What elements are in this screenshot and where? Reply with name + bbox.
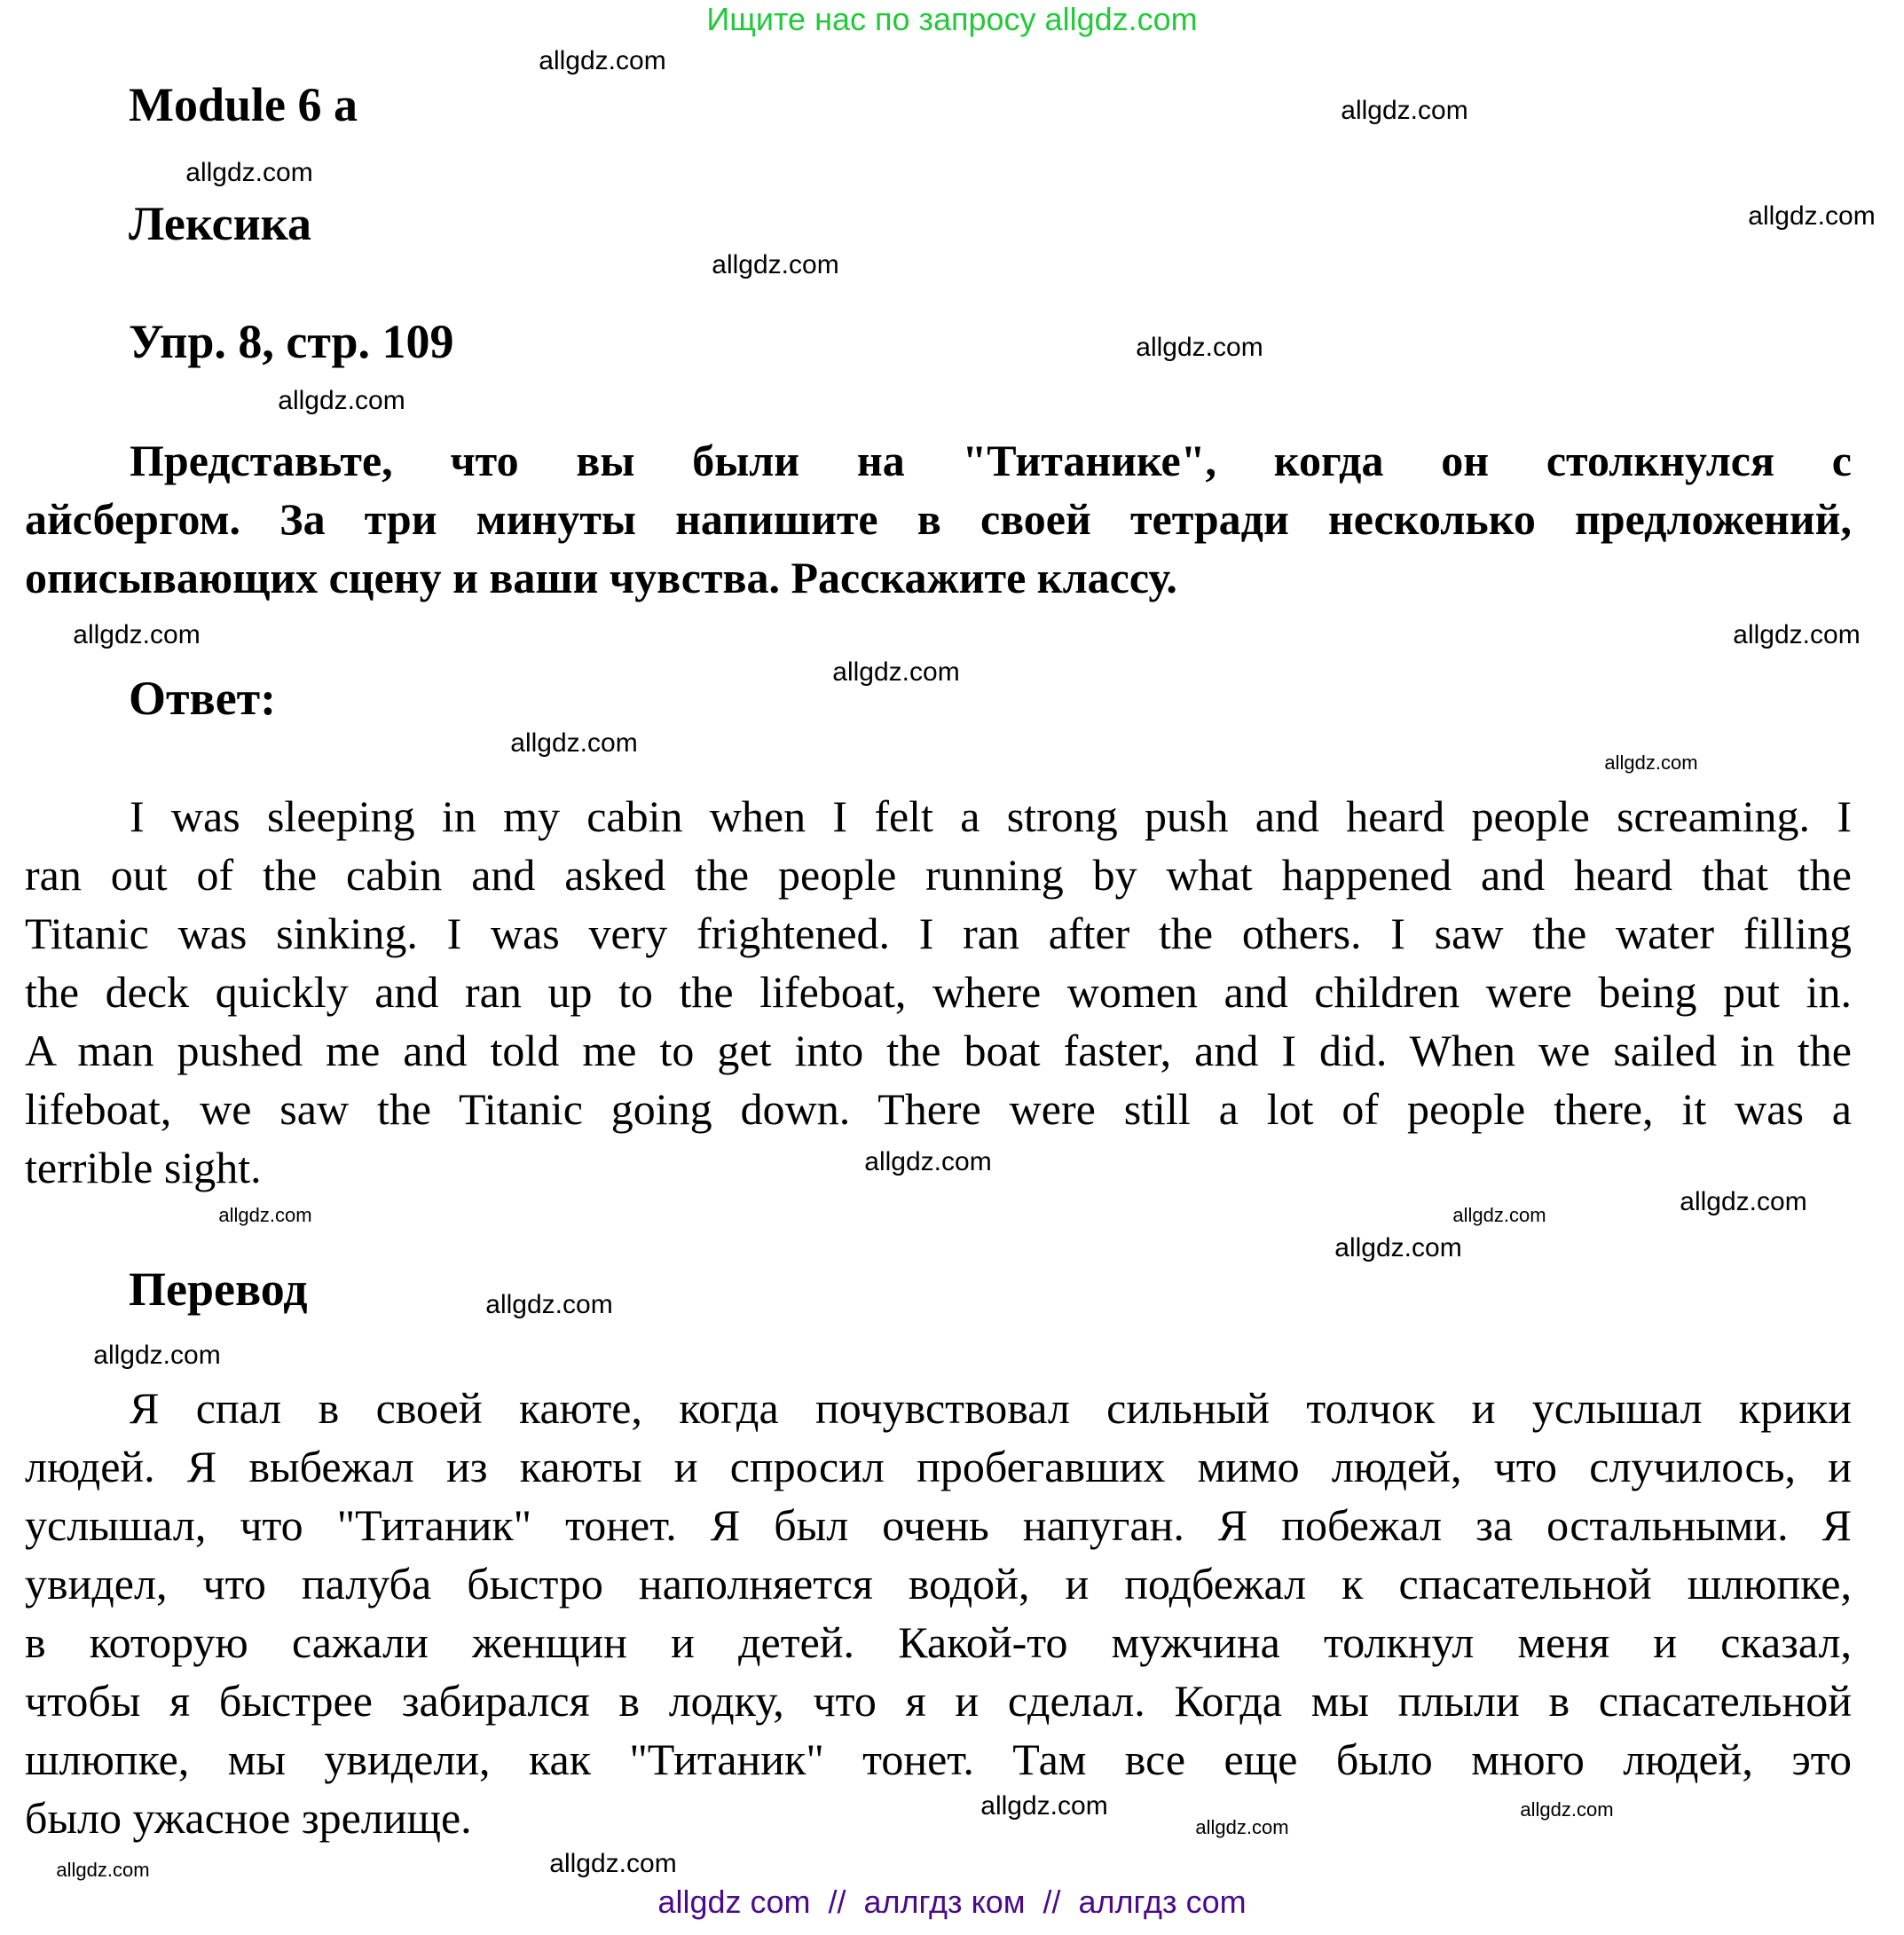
module-heading: Module 6 a (129, 78, 358, 131)
exercise-heading: Упр. 8, стр. 109 (129, 315, 454, 368)
answer-line: A man pushed me and told me to get into the boat faster, and I did. When we sailed in the (25, 1026, 1852, 1075)
translation-line: было ужасное зрелище. (25, 1793, 472, 1843)
watermark: allgdz.com (93, 1341, 221, 1370)
answer-line: ran out of the cabin and asked the people running by what happened and heard that the (25, 850, 1852, 900)
watermark: allgdz.com (1341, 96, 1468, 125)
watermark: allgdz.com (1136, 333, 1263, 362)
watermark: allgdz.com (73, 620, 201, 649)
watermark: allgdz.com (832, 657, 960, 687)
answer-line: Titanic was sinking. I was very frightened. I ran after the others. I saw the water filling (25, 909, 1852, 958)
task-paragraph (25, 431, 1852, 607)
section-heading: Лексика (129, 197, 311, 250)
translation-line: услышал, что "Титаник" тонет. Я был очень напуган. Я побежал за остальными. Я (25, 1500, 1852, 1550)
watermark: allgdz.com (185, 158, 313, 187)
watermark: allgdz.com (1748, 201, 1876, 231)
footer-banner: allgdz com // аллгдз ком // аллгдз com (657, 1884, 1247, 1920)
watermark: allgdz.com (1334, 1233, 1462, 1262)
watermark: allgdz.com (485, 1290, 613, 1319)
watermark: allgdz.com (1520, 1798, 1614, 1821)
watermark: allgdz.com (539, 46, 666, 75)
watermark: allgdz.com (510, 728, 638, 758)
watermark: allgdz.com (549, 1849, 677, 1878)
answer-line: lifeboat, we saw the Titanic going down. There were still a lot of people there, it was a (25, 1084, 1852, 1134)
watermark: allgdz.com (56, 1859, 150, 1881)
watermark: allgdz.com (980, 1791, 1108, 1821)
answer-heading: Ответ: (129, 672, 277, 725)
translation-line: увидел, что палуба быстро наполняется водой, и подбежал к спасательной шлюпке, (25, 1559, 1852, 1609)
task-line: айсбергом. За три минуты напишите в своей тетради несколько предложений, (25, 494, 1852, 544)
translation-paragraph (25, 1379, 1852, 1847)
watermark: allgdz.com (218, 1204, 312, 1226)
watermark: allgdz.com (1452, 1204, 1546, 1226)
search-banner: Ищите нас по запросу allgdz.com (706, 1, 1198, 37)
task-line: Представьте, что вы были на "Титанике", когда он столкнулся с (130, 436, 1852, 485)
answer-line: I was sleeping in my cabin when I felt a strong push and heard people screaming. I (130, 791, 1852, 841)
translation-line: в которую сажали женщин и детей. Какой-то мужчина толкнул меня и сказал, (25, 1617, 1852, 1667)
translation-line: чтобы я быстрее забирался в лодку, что я и сделал. Когда мы плыли в спасательной (25, 1676, 1852, 1726)
answer-line: the deck quickly and ran up to the lifeboat, where women and children were being put in. (25, 967, 1852, 1017)
watermark: allgdz.com (712, 250, 839, 279)
translation-line: людей. Я выбежал из каюты и спросил пробегавших мимо людей, что случилось, и (25, 1442, 1852, 1491)
watermark: allgdz.com (1195, 1816, 1289, 1838)
answer-paragraph (25, 787, 1852, 1197)
watermark: allgdz.com (278, 386, 405, 415)
answer-line: terrible sight. (25, 1143, 262, 1192)
watermark: allgdz.com (1733, 620, 1861, 649)
watermark: allgdz.com (1604, 751, 1698, 774)
translation-heading: Перевод (129, 1262, 308, 1316)
task-line: описывающих сцену и ваши чувства. Расскажите классу. (25, 553, 1177, 602)
watermark: allgdz.com (1680, 1187, 1807, 1216)
translation-line: шлюпке, мы увидели, как "Титаник" тонет. Там все еще было много людей, это (25, 1734, 1852, 1784)
watermark: allgdz.com (864, 1147, 992, 1176)
translation-line: Я спал в своей каюте, когда почувствовал сильный толчок и услышал крики (130, 1383, 1852, 1433)
